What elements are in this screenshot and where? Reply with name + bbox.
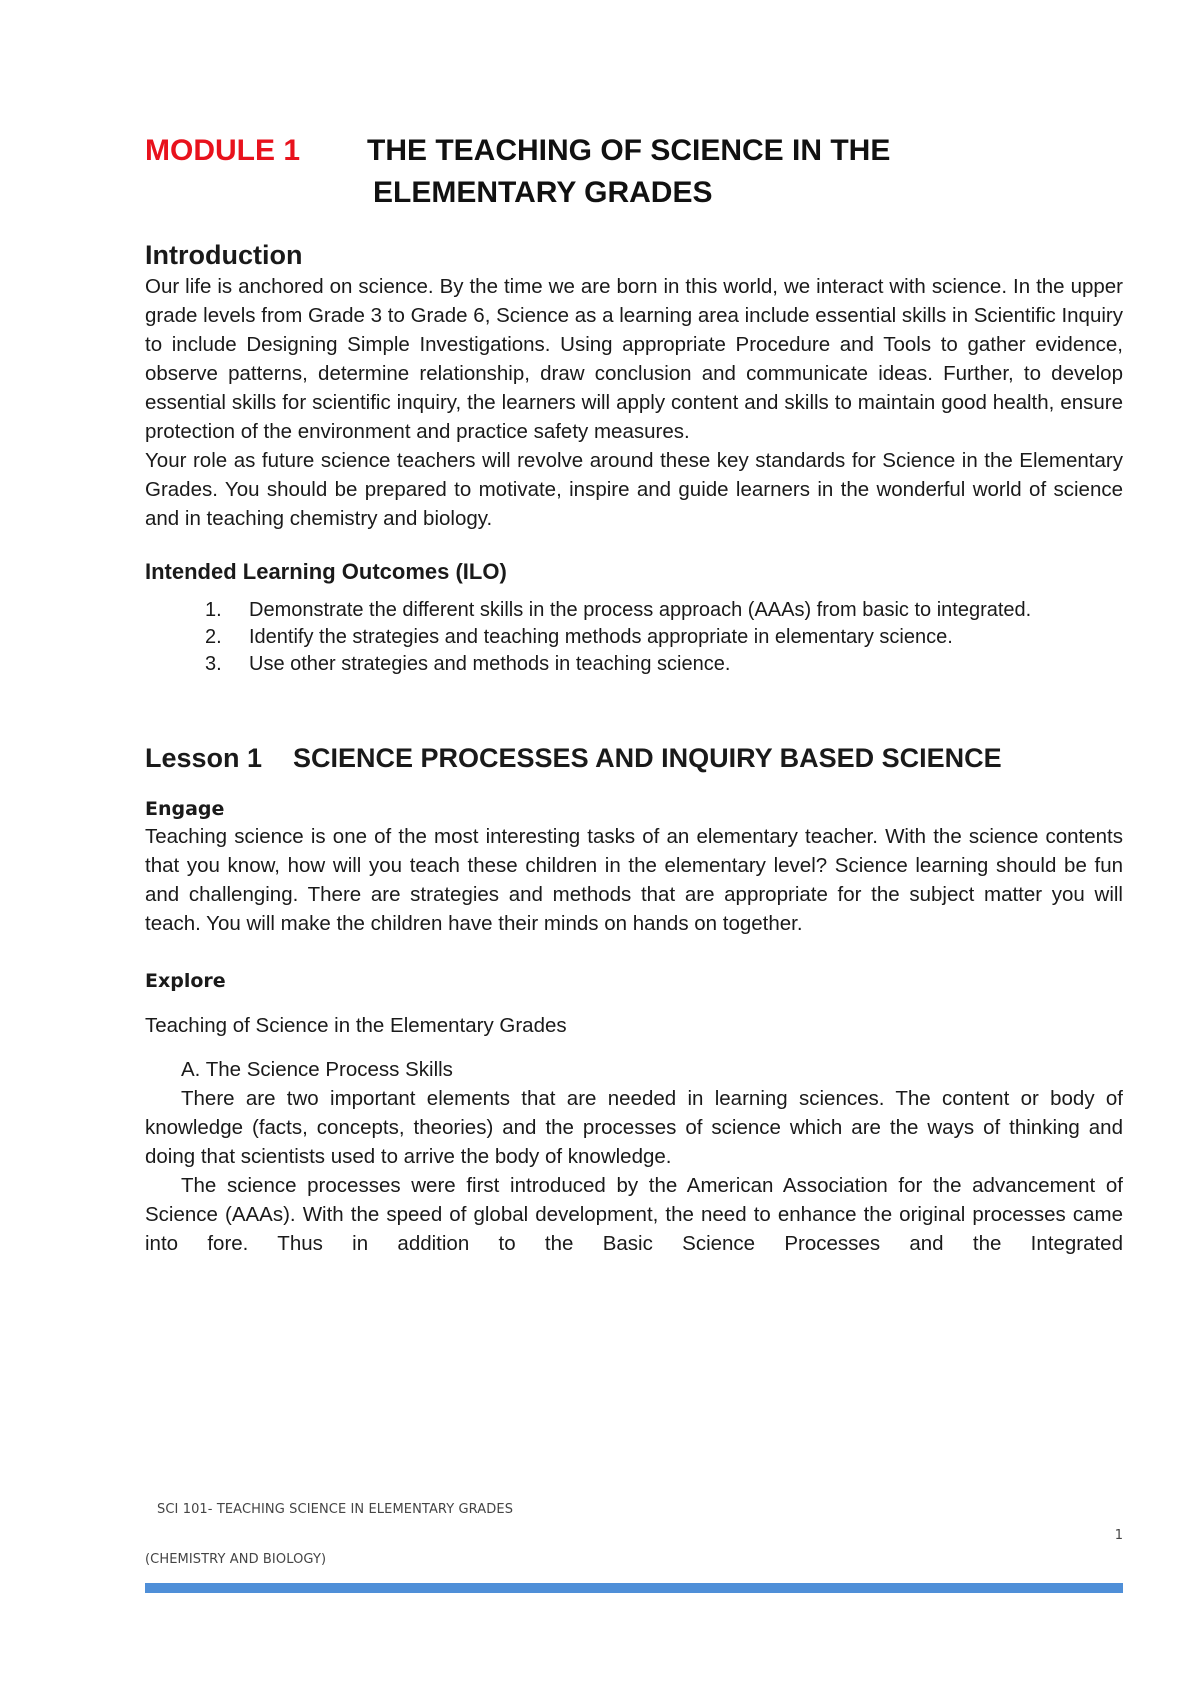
list-item-text: Use other strategies and methods in teaching science. [249, 653, 731, 675]
list-item-text: Demonstrate the different skills in the process approach (AAAs) from basic to integrated. [249, 599, 1032, 621]
ilo-list [145, 597, 1123, 678]
page-footer [145, 1502, 1123, 1622]
list-item-number: 1. [205, 599, 222, 621]
introduction-heading: Introduction [145, 240, 303, 270]
list-item-number: 3. [205, 653, 222, 675]
module-label: MODULE 1 [145, 134, 301, 167]
explore-subheading: A. The Science Process Skills [181, 1058, 453, 1081]
engage-heading: Engage [145, 798, 225, 820]
engage-paragraph: Teaching science is one of the most interesting tasks of an elementary teacher. With the science contents that you know, how will you teach these children in the elementary level? Science learning should be fun and challenging. There are strategies and methods that are appropriate for the subject matter you will teach. You will make the children have their minds on hands on together. [145, 825, 1123, 935]
lesson-title-text: SCIENCE PROCESSES AND INQUIRY BASED SCIENCE [293, 743, 1002, 773]
explore-paragraph-1: There are two important elements that are needed in learning sciences. The content or body of knowledge (facts, concepts, theories) and the processes of science which are the ways of thinking and doing that scientists used to arrive the body of knowledge. [145, 1087, 1123, 1168]
page-content [145, 130, 1123, 1258]
footer-course-title: SCI 101- TEACHING SCIENCE IN ELEMENTARY GRADES [157, 1502, 514, 1517]
page-number: 1 [1114, 1528, 1123, 1543]
module-title [145, 130, 1123, 214]
list-item-number: 2. [205, 626, 222, 648]
footer-subtitle: (CHEMISTRY AND BIOLOGY) [145, 1552, 327, 1567]
introduction-paragraph-1: Our life is anchored on science. By the time we are born in this world, we interact with science. In the upper grade levels from Grade 3 to Grade 6, Science as a learning area include essential skills in Scientific Inquiry to include Designing Simple Investigations. Using appropriate Procedure and Tools to gather evidence, observe patterns, determine relationship, draw conclusion and communicate ideas. Further, to develop essential skills for scientific inquiry, the learners will apply content and skills to maintain good health, ensure protection of the environment and practice safety measures. [145, 275, 1123, 443]
footer-divider-bar [145, 1583, 1123, 1593]
lesson-label: Lesson 1 [145, 743, 263, 773]
lesson-title [145, 740, 1123, 776]
module-title-line1: THE TEACHING OF SCIENCE IN THE [367, 134, 891, 167]
module-title-text [367, 130, 890, 214]
list-item [145, 624, 1123, 651]
explore-heading: Explore [145, 970, 226, 992]
introduction-paragraph-2: Your role as future science teachers will revolve around these key standards for Science in the Elementary Grades. You should be prepared to motivate, inspire and guide learners in the wonderful world of science and in teaching chemistry and biology. [145, 449, 1123, 530]
list-item [145, 597, 1123, 624]
explore-paragraph-2: The science processes were first introduced by the American Association for the advancement of Science (AAAs). With the speed of global development, the need to enhance the original processes came into fore. Thus in addition to the Basic Science Processes and the Integrated [145, 1174, 1123, 1255]
list-item [145, 651, 1123, 678]
list-item-text: Identify the strategies and teaching methods appropriate in elementary science. [249, 626, 953, 648]
explore-topic: Teaching of Science in the Elementary Grades [145, 1014, 567, 1037]
ilo-heading: Intended Learning Outcomes (ILO) [145, 559, 507, 584]
module-title-line2: ELEMENTARY GRADES [373, 176, 713, 209]
